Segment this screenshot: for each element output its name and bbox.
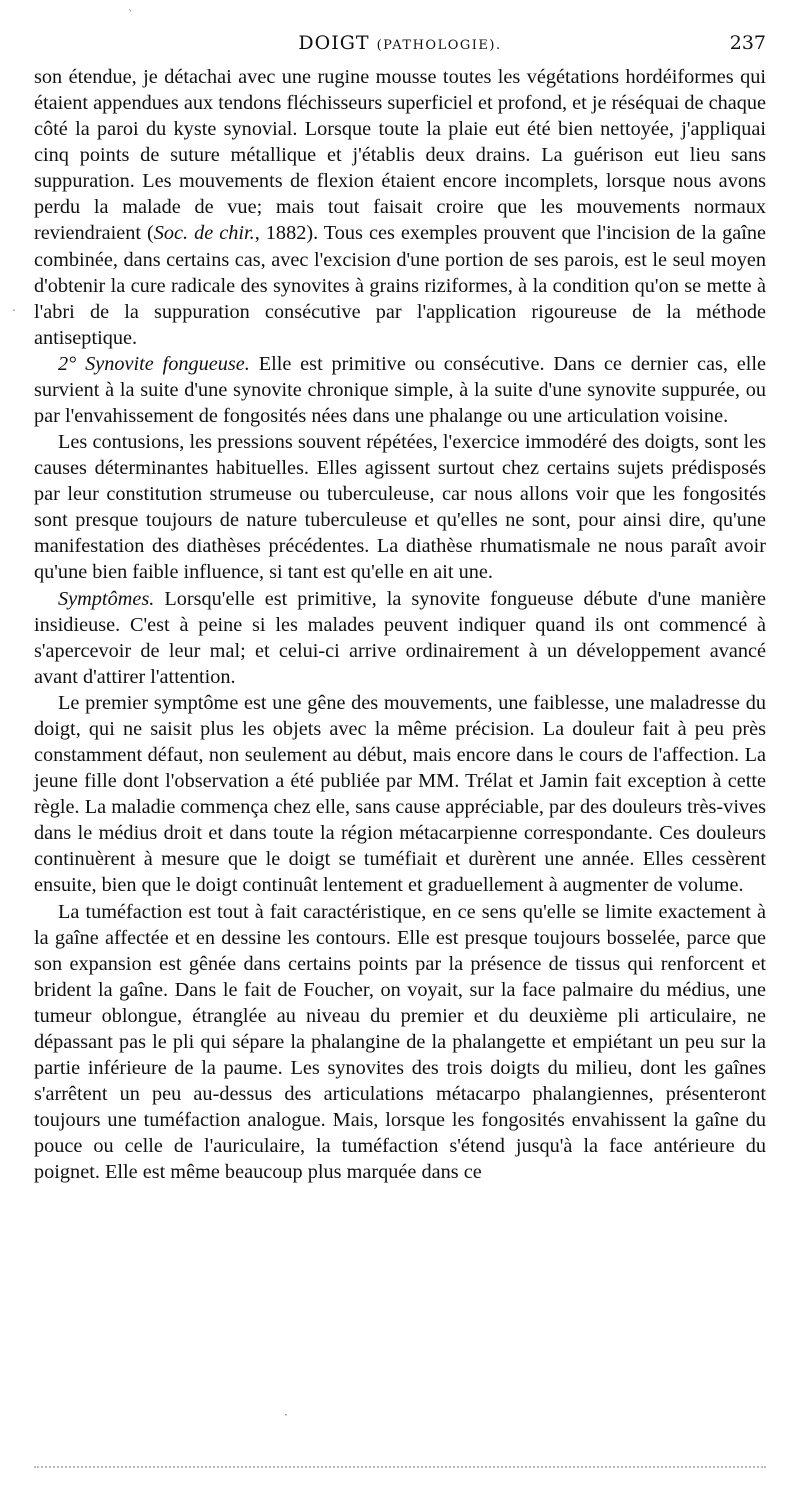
body-text [34,64,766,1185]
paragraph [34,899,766,1186]
paragraph-text: Elle est primitive ou consécutive. Dans ce dernier cas, elle survient à la suite d'une synovite chronique simple, à la suite d'une synovite suppurée, ou par l'envahissement de fongosités nées dans une phalange ou une articulation voisine. [34,352,766,428]
paragraph-text: Le premier symptôme est une gêne des mouvements, une faiblesse, une maladresse du doigt, qui ne saisit plus les objets avec la même précision. La douleur fait à peu près constamment défaut, non seulement au début, mais encore dans le cours de l'affection. La jeune fille dont l'observation a été publiée par MM. Trélat et Jamin fait exception à cette règle. La maladie commença chez elle, sans cause appréciable, par des douleurs très-vives dans le médius droit et dans toute la région métacarpienne correspondante. Ces douleurs continuèrent à mesure que le doigt se tuméfiait et durèrent une année. Elles cessèrent ensuite, bien que le doigt continuât lentement et graduellement à augmenter de volume. [34,691,766,897]
header-subtitle: (PATHOLOGIE). [376,38,502,53]
margin-mark: ` [128,8,134,21]
paragraph [34,690,766,899]
running-title [34,32,766,54]
margin-mark: . [12,300,16,314]
paragraph-text: son étendue, je détachai avec une rugine mousse toutes les végétations hordéiformes qui étaient appendues aux tendons fléchisseurs superficiel et profond, et je réséquai de chaque côté la paroi du kyste synovial. Lorsque toute la plaie eut été bien nettoyée, j'appliquai cinq points de suture métallique et j'établis deux drains. La guérison eut lieu sans suppuration. Les mouvements de flexion étaient encore incomplets, lorsque nous avons perdu la malade de vue; mais tout faisait croire que les mouvements normaux reviendraient ( [34,66,766,245]
paragraph-text: Les contusions, les pressions souvent répétées, l'exercice immodéré des doigts, sont les causes déterminantes habituelles. Elles agissent surtout chez certains sujets prédisposés par leur constitution strumeuse ou tuberculeuse, car nous allons voir que les fongosités sont presque toujours de nature tuberculeuse et qu'elles ne sont, pour ainsi dire, qu'une manifestation des diathèses précédentes. La diathèse rhumatismale ne nous paraît avoir qu'une bien faible influence, si tant est qu'elle en ait une. [34,431,766,584]
paragraph-text: La tuméfaction est tout à fait caractéristique, en ce sens qu'elle se limite exactement à la gaîne affectée et en dessine les contours. Elle est presque toujours bosselée, parce que son expansion est gênée dans certains points par la présence de tissus qui renforcent et brident la gaîne. Dans le fait de Foucher, on voyait, sur la face palmaire du médius, une tumeur oblongue, étranglée au niveau du premier et du deuxième pli articulaire, ne dépassant pas le pli qui sépare la phalangine de la phalangette et empiétant un peu sur la partie inférieure de la paume. Les synovites des trois doigts du milieu, dont les gaînes s'arrêtent un peu au-dessus des articulations métacarpo phalangiennes, présenteront toujours une tuméfaction analogue. Mais, lorsque les fongosités envahissent la gaîne du pouce ou celle de l'auriculaire, la tuméfaction s'étend jusqu'à la face antérieure du poignet. Elle est même beaucoup plus marquée dans ce [34,900,766,1184]
section-heading: Symptômes. [58,587,155,610]
header-title: DOIGT [298,32,370,54]
running-header [34,30,766,60]
section-heading: 2° Synovite fongueuse. [58,352,250,375]
footer-rule [34,1466,766,1468]
page-number: 237 [729,32,766,54]
paragraph [34,429,766,585]
paragraph [34,351,766,429]
citation-source: Soc. de chir. [153,222,255,245]
margin-mark: · [284,1408,288,1422]
citation-continuation: , 1882). Tous ces exemples prouvent que l'incision de la gaîne combinée, dans certains cas, avec l'excision d'une portion de ses parois, est le seul moyen d'obtenir la cure radicale des synovites à grains riziformes, à la condition qu'on se mette à l'abri de la suppuration consécutive par l'application rigoureuse de la méthode antiseptique. [34,222,766,349]
paragraph-text: Lorsqu'elle est primitive, la synovite fongueuse débute d'une manière insidieuse. C'est à peine si les malades peuvent indiquer quand ils ont commencé à s'apercevoir de leur mal; et celui-ci arrive ordinairement à un développement avancé avant d'attirer l'attention. [34,587,766,688]
paragraph [34,586,766,690]
paragraph [34,64,766,351]
